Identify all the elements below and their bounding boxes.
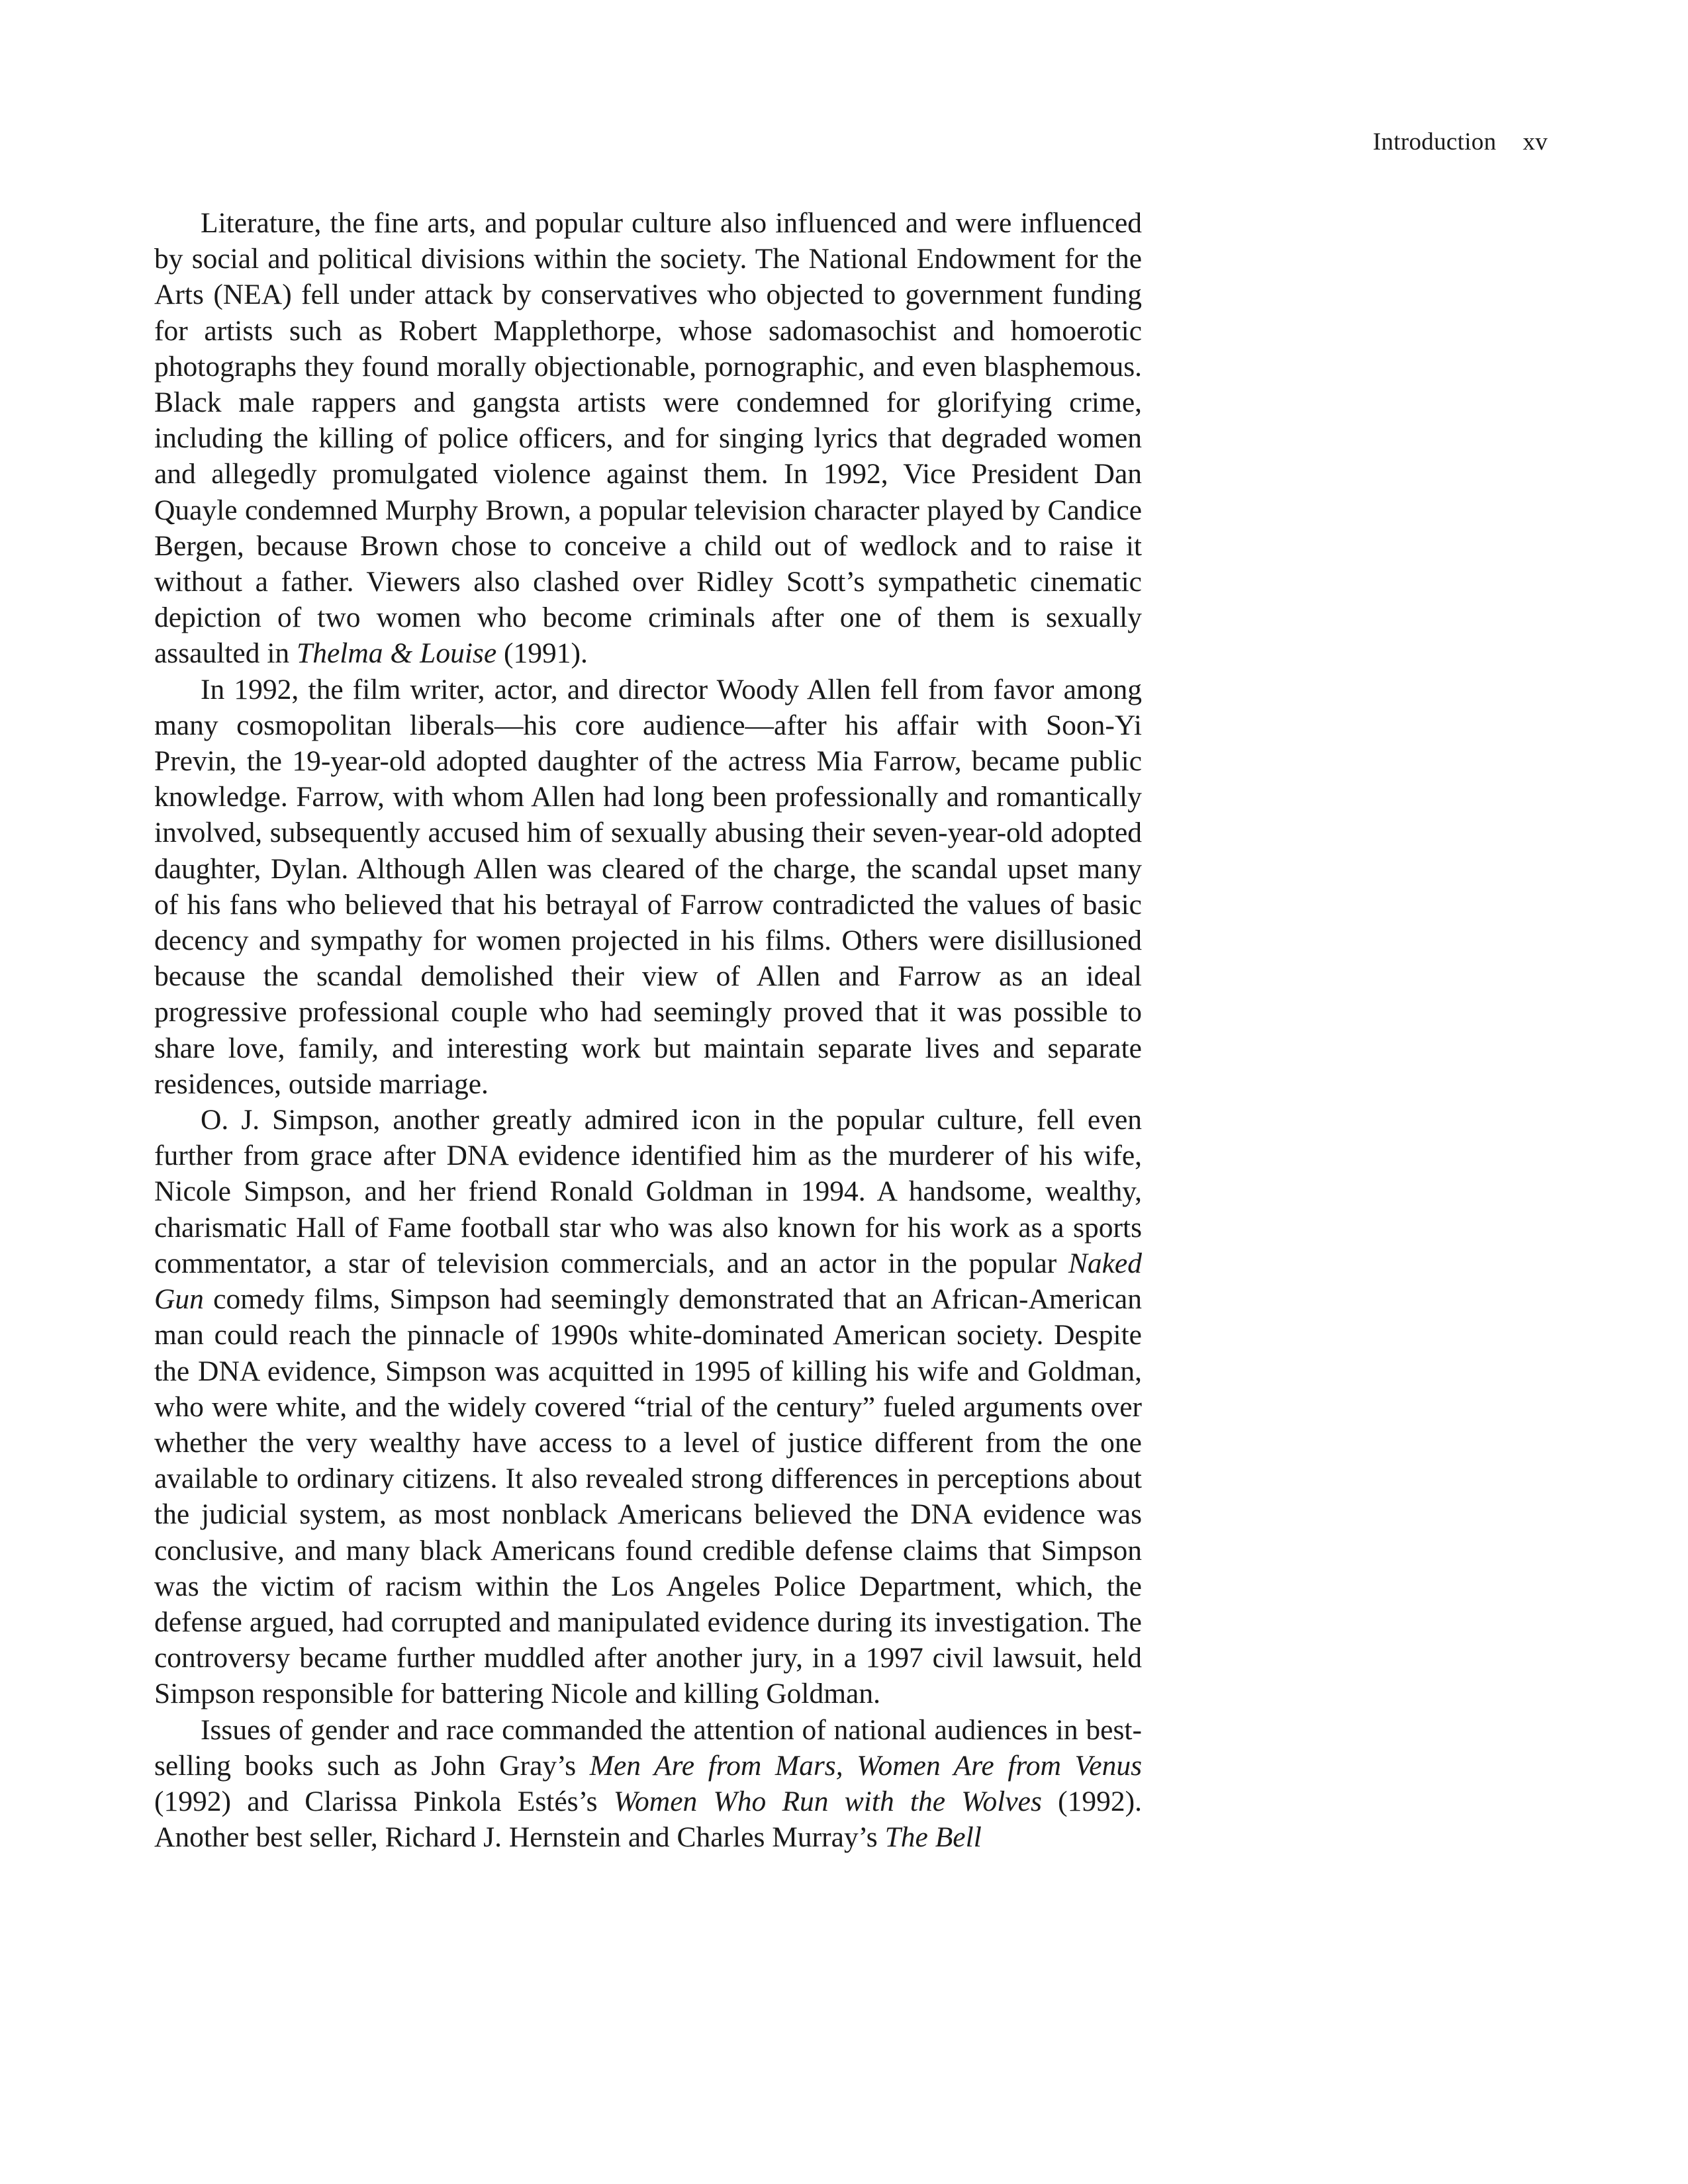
film-title-italic: Naked Gun bbox=[154, 1247, 1142, 1316]
text-segment: Issues of gender and race commanded the attention of national audiences in best-selling books such as John Gray’s bbox=[154, 1713, 1142, 1782]
running-head-section: Introduction bbox=[1372, 128, 1497, 156]
film-title-italic: Thelma & Louise bbox=[297, 637, 497, 670]
text-segment: (1991). bbox=[496, 637, 588, 670]
book-title-italic: Men Are from Mars, Women Are from Venus bbox=[589, 1749, 1143, 1782]
text-segment: Literature, the fine arts, and popular culture also influenced and were influenced by social and political divisions within the society. The National Endowment for the Arts (NEA) fell under attack by conservatives who objected to government funding for artists such as Robert Mapplethorpe, whose sadomasochist and homoerotic photographs they found morally objectionable, pornographic, and even blasphemous. Black male rappers and gangsta artists were condemned for glorifying crime, including the killing of police officers, and for singing lyrics that degraded women and allegedly promulgated violence against them. In 1992, Vice President Dan Quayle condemned Murphy Brown, a popular television character played by Candice Bergen, because Brown chose to conceive a child out of wedlock and to raise it without a father. Viewers also clashed over Ridley Scott’s sympathetic cinematic depiction of two women who become criminals after one of them is sexually assaulted in bbox=[154, 207, 1142, 670]
paragraph-gender-and-race bbox=[154, 1712, 1142, 1856]
text-segment: comedy films, Simpson had seemingly demonstrated that an African-American man could reach the pinnacle of 1990s white-dominated American society. Despite the DNA evidence, Simpson was acquitted in 1995 of killing his wife and Goldman, who were white, and the widely covered “trial of the century” fueled arguments over whether the very wealthy have access to a level of justice different from the one available to ordinary citizens. It also revealed strong differences in perceptions about the judicial system, as most nonblack Americans believed the DNA evidence was conclusive, and many black Americans found credible defense claims that Simpson was the victim of racism within the Los Angeles Police Department, which, the defense argued, had corrupted and manipulated evidence during its investigation. The controversy became further muddled after another jury, in a 1997 civil lawsuit, held Simpson responsible for battering Nicole and killing Goldman. bbox=[154, 1283, 1142, 1710]
body-text bbox=[154, 205, 1142, 1855]
text-segment: O. J. Simpson, another greatly admired icon in the popular culture, fell even further from grace after DNA evidence identified him as the murderer of his wife, Nicole Simpson, and her friend Ronald Goldman in 1994. A handsome, wealthy, charismatic Hall of Fame football star who was also known for his work as a sports commentator, a star of television commercials, and an actor in the popular bbox=[154, 1104, 1142, 1279]
text-segment: (1992). Another best seller, Richard J. Hernstein and Charles Murray’s bbox=[154, 1785, 1142, 1854]
running-head bbox=[1373, 126, 1548, 159]
page-number: xv bbox=[1523, 128, 1548, 156]
paragraph-arts-and-culture bbox=[154, 205, 1142, 672]
book-title-italic: The Bell bbox=[884, 1821, 982, 1854]
paragraph-woody-allen bbox=[154, 672, 1142, 1102]
paragraph-oj-simpson bbox=[154, 1102, 1142, 1711]
text-segment: In 1992, the film writer, actor, and director Woody Allen fell from favor among many cosmopolitan liberals—his core audience—after his affair with Soon-Yi Previn, the 19-year-old adopted daughter of the actress Mia Farrow, became public knowledge. Farrow, with whom Allen had long been professionally and romantically involved, subsequently accused him of sexually abusing their seven-year-old adopted daughter, Dylan. Although Allen was cleared of the charge, the scandal upset many of his fans who believed that his betrayal of Farrow contradicted the values of basic decency and sympathy for women projected in his films. Others were disillusioned because the scandal demolished their view of Allen and Farrow as an ideal progressive professional couple who had seemingly proved that it was possible to share love, family, and interesting work but maintain separate lives and separate residences, outside marriage. bbox=[154, 673, 1142, 1100]
book-title-italic: Women Who Run with the Wolves bbox=[613, 1785, 1042, 1817]
text-segment: (1992) and Clarissa Pinkola Estés’s bbox=[154, 1785, 614, 1817]
